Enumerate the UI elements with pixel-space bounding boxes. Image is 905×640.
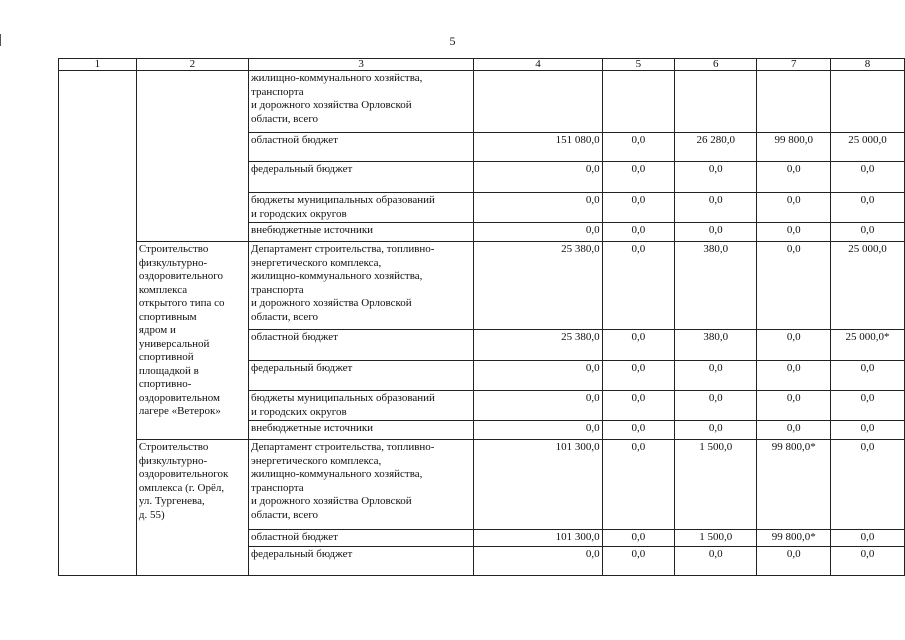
text-line: открытого типа со <box>138 297 225 309</box>
value-cell: 0,0 <box>757 330 831 361</box>
value-cell: 25 380,0 <box>474 330 602 361</box>
text-line: лагере «Ветерок» <box>138 405 221 417</box>
text-line: спортивной <box>138 351 194 363</box>
table-row <box>59 440 905 530</box>
source-cell <box>249 391 474 421</box>
number-cell <box>59 71 137 576</box>
value-cell: 0,0 <box>757 193 831 223</box>
value-cell: 0,0 <box>831 223 905 242</box>
object-name-cell <box>136 242 248 440</box>
text-line: спортивным <box>138 310 197 323</box>
text-line: и дорожного хозяйства Орловской <box>251 297 412 309</box>
text-line: и дорожного хозяйства Орловской <box>251 495 412 507</box>
text-line: области, всего <box>251 508 319 521</box>
value-cell <box>474 71 602 133</box>
text-line: д. 55) <box>138 508 165 521</box>
source-cell <box>249 242 474 330</box>
value-cell <box>675 71 757 133</box>
text-line: физкультурно- <box>138 256 208 269</box>
value-cell: 0,0 <box>757 421 831 440</box>
value-cell: 25 000,0 <box>831 242 905 330</box>
text-line: транспорта <box>251 283 304 296</box>
value-cell: 1 500,0 <box>675 440 757 530</box>
value-cell: 0,0 <box>675 421 757 440</box>
text-line: бюджеты муниципальных образований <box>251 392 435 404</box>
source-cell <box>249 193 474 223</box>
text-line: областной бюджет <box>251 134 338 146</box>
value-cell: 0,0 <box>757 361 831 391</box>
value-cell: 0,0 <box>602 361 674 391</box>
source-cell <box>249 421 474 440</box>
value-cell: 0,0 <box>831 162 905 193</box>
source-cell <box>249 440 474 530</box>
value-cell: 25 000,0 <box>831 133 905 162</box>
text-line: площадкой в <box>138 364 199 377</box>
value-cell: 0,0 <box>831 440 905 530</box>
value-cell: 26 280,0 <box>675 133 757 162</box>
header-cell: 4 <box>474 59 602 71</box>
value-cell: 0,0 <box>474 391 602 421</box>
text-line: оздоровительного <box>138 270 223 282</box>
header-cell: 8 <box>831 59 905 71</box>
text-line: области, всего <box>251 112 319 125</box>
value-cell: 0,0 <box>602 330 674 361</box>
value-cell: 0,0 <box>474 547 602 576</box>
value-cell: 0,0 <box>831 547 905 576</box>
text-line: внебюджетные источники <box>251 224 374 236</box>
text-line: жилищно-коммунального хозяйства, <box>251 468 423 480</box>
header-cell: 5 <box>602 59 674 71</box>
table-body <box>59 59 905 576</box>
value-cell: 380,0 <box>675 242 757 330</box>
value-cell: 0,0 <box>474 361 602 391</box>
value-cell: 0,0 <box>602 530 674 547</box>
text-line: жилищно-коммунального хозяйства, <box>251 72 423 84</box>
text-line: Департамент строительства, топливно- <box>251 441 435 453</box>
value-cell: 151 080,0 <box>474 133 602 162</box>
text-line: энергетического комплекса, <box>251 256 382 269</box>
text-line: области, всего <box>251 310 319 323</box>
text-line: областной бюджет <box>251 331 338 343</box>
value-cell: 99 800,0* <box>757 530 831 547</box>
header-cell: 7 <box>757 59 831 71</box>
value-cell: 0,0 <box>831 193 905 223</box>
text-line: Строительство <box>138 243 209 255</box>
header-row <box>59 59 905 71</box>
value-cell: 101 300,0 <box>474 530 602 547</box>
budget-table <box>58 58 905 576</box>
value-cell: 0,0 <box>675 162 757 193</box>
value-cell: 0,0 <box>602 547 674 576</box>
source-cell <box>249 162 474 193</box>
text-line: жилищно-коммунального хозяйства, <box>251 270 423 282</box>
text-line: комплекса <box>138 283 188 296</box>
text-line: Строительство <box>138 441 209 453</box>
text-line: энергетического комплекса, <box>251 454 382 467</box>
text-line: федеральный бюджет <box>251 362 353 374</box>
text-line: федеральный бюджет <box>251 163 353 175</box>
header-cell: 3 <box>249 59 474 71</box>
text-line: транспорта <box>251 85 304 98</box>
text-line: спортивно- <box>138 378 192 390</box>
text-line: и городских округов <box>251 405 347 418</box>
header-cell: 2 <box>136 59 248 71</box>
value-cell: 0,0 <box>602 133 674 162</box>
header-cell: 1 <box>59 59 137 71</box>
table-row <box>59 242 905 330</box>
value-cell: 0,0 <box>831 530 905 547</box>
value-cell: 99 800,0* <box>757 440 831 530</box>
value-cell: 0,0 <box>474 193 602 223</box>
text-line: федеральный бюджет <box>251 548 353 560</box>
value-cell: 0,0 <box>675 547 757 576</box>
value-cell: 0,0 <box>602 242 674 330</box>
value-cell: 0,0 <box>602 223 674 242</box>
text-line: Департамент строительства, топливно- <box>251 243 435 255</box>
value-cell: 0,0 <box>757 162 831 193</box>
value-cell: 0,0 <box>675 193 757 223</box>
text-line: физкультурно- <box>138 454 208 467</box>
source-cell <box>249 530 474 547</box>
value-cell <box>831 71 905 133</box>
value-cell: 0,0 <box>831 391 905 421</box>
source-cell <box>249 133 474 162</box>
table-row <box>59 71 905 133</box>
text-line: областной бюджет <box>251 531 338 543</box>
text-line: и городских округов <box>251 207 347 220</box>
text-line: ул. Тургенева, <box>138 495 205 507</box>
value-cell: 0,0 <box>474 421 602 440</box>
text-line: транспорта <box>251 481 304 494</box>
object-name-cell <box>136 440 248 576</box>
text-line: бюджеты муниципальных образований <box>251 194 435 206</box>
value-cell: 0,0 <box>675 391 757 421</box>
value-cell: 25 380,0 <box>474 242 602 330</box>
value-cell: 0,0 <box>602 162 674 193</box>
value-cell: 1 500,0 <box>675 530 757 547</box>
header-cell: 6 <box>675 59 757 71</box>
page-number: 5 <box>449 34 456 48</box>
value-cell: 101 300,0 <box>474 440 602 530</box>
value-cell: 0,0 <box>602 193 674 223</box>
value-cell <box>602 71 674 133</box>
text-line: омплекса (г. Орёл, <box>138 481 225 494</box>
text-line: оздоровительногок <box>138 468 229 480</box>
value-cell: 0,0 <box>675 361 757 391</box>
text-line: ядром и <box>138 324 176 336</box>
source-cell <box>249 547 474 576</box>
value-cell: 99 800,0 <box>757 133 831 162</box>
text-line: и дорожного хозяйства Орловской <box>251 99 412 111</box>
value-cell: 0,0 <box>474 162 602 193</box>
object-name-cell <box>136 71 248 242</box>
value-cell: 0,0 <box>757 242 831 330</box>
value-cell: 0,0 <box>602 421 674 440</box>
value-cell: 0,0 <box>831 361 905 391</box>
value-cell: 380,0 <box>675 330 757 361</box>
source-cell <box>249 361 474 391</box>
value-cell <box>757 71 831 133</box>
value-cell: 0,0 <box>757 223 831 242</box>
text-line: универсальной <box>138 337 210 350</box>
text-line: оздоровительном <box>138 391 221 404</box>
source-cell <box>249 330 474 361</box>
value-cell: 0,0 <box>757 391 831 421</box>
text-line: внебюджетные источники <box>251 422 374 434</box>
value-cell: 0,0 <box>474 223 602 242</box>
value-cell: 0,0 <box>831 421 905 440</box>
value-cell: 0,0 <box>602 440 674 530</box>
value-cell: 0,0 <box>757 547 831 576</box>
value-cell: 0,0 <box>675 223 757 242</box>
value-cell: 0,0 <box>602 391 674 421</box>
value-cell: 25 000,0* <box>831 330 905 361</box>
source-cell <box>249 71 474 133</box>
source-cell <box>249 223 474 242</box>
